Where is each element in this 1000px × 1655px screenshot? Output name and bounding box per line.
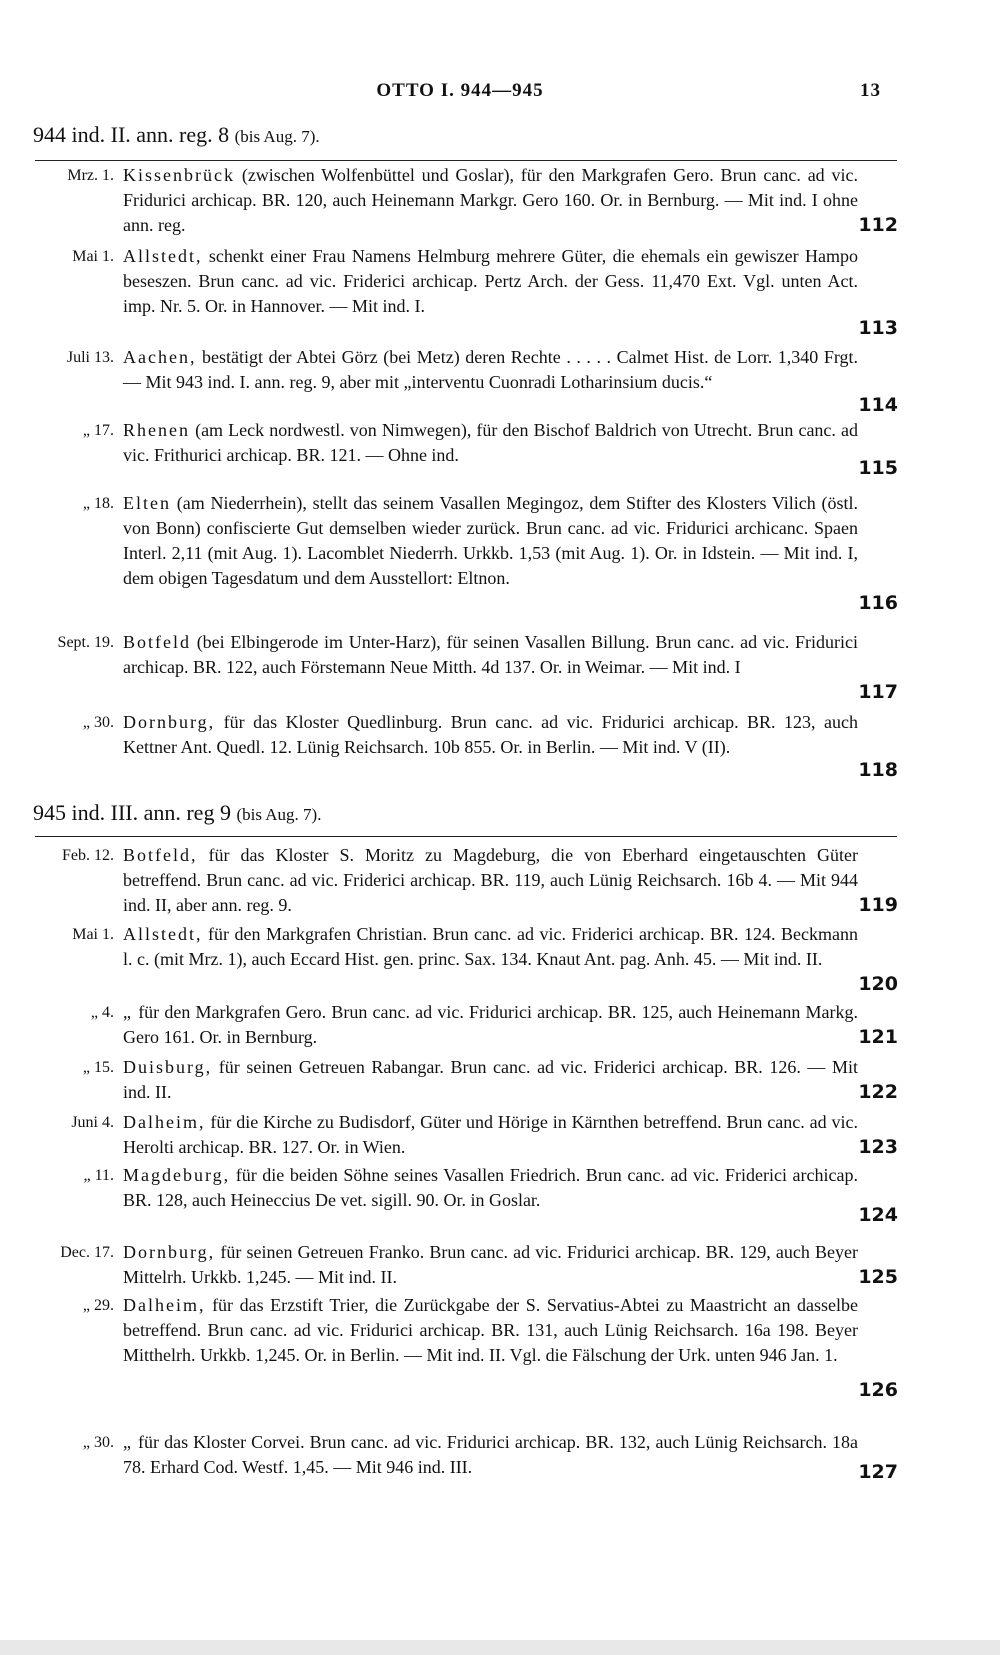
section-rule (35, 160, 897, 161)
entry-body: für seinen Getreuen Rabangar. Brun canc. ad vic. Friderici archicap. BR. 126. — Mit ind. II. (123, 1057, 859, 1102)
entry-date: Mai 1. (72, 248, 114, 265)
entry-number: 114 (858, 394, 898, 416)
entry-body: bestätigt der Abtei Görz (bei Metz) deren Rechte . . . . . Calmet Hist. de Lorr. 1,340 Frgt. — Mit 943 ind. I. ann. reg. 9, aber mit „interventu Cuonradi Lotharinsium ducis.“ (123, 347, 859, 392)
entry-place: Allstedt, (123, 246, 203, 266)
entry-place: Dalheim, (123, 1112, 206, 1132)
section-heading-note: (bis Aug. 7). (234, 127, 320, 146)
entry-text (123, 843, 858, 918)
entry-place: Duisburg, (123, 1057, 213, 1077)
entry-text (123, 630, 858, 680)
entry-date: Sept. 19. (57, 634, 114, 651)
entry-date: Dec. 17. (60, 1244, 114, 1261)
entry-text (123, 1240, 858, 1290)
entry-number: 117 (858, 681, 898, 703)
entry-number: 127 (858, 1461, 898, 1483)
entry-date: Juni 4. (71, 1114, 114, 1131)
entry-date: „ 29. (82, 1297, 114, 1314)
entry-date: „ 30. (82, 714, 114, 731)
entry-body: für das Kloster S. Moritz zu Magdeburg, die von Eberhard eingetauschten Güter betreffend. Brun canc. ad vic. Friderici archicap. BR. 119, auch Lünig Reichsarch. 16b 4. — Mit 944 ind. II, aber ann. reg. 9. (123, 845, 858, 915)
entry-number: 122 (858, 1081, 898, 1103)
entry-text (123, 1163, 858, 1213)
entry-text (123, 491, 858, 591)
entry-text (123, 710, 858, 760)
entry-place: „ (123, 1002, 133, 1022)
entry-place: Magdeburg, (123, 1165, 231, 1185)
entry-text (123, 1110, 858, 1160)
entry-date: „ 18. (82, 495, 114, 512)
entry-place: Rhenen (123, 420, 190, 440)
entry-body: (am Leck nordwestl. von Nimwegen), für den Bischof Baldrich von Utrecht. Brun canc. ad vic. Frithurici archicap. BR. 121. — Ohne ind. (123, 420, 858, 465)
entry-number: 120 (858, 973, 898, 995)
entry-number: 116 (858, 592, 898, 614)
entry-text (123, 1000, 858, 1050)
entry-place: Dornburg, (123, 1242, 216, 1262)
entry-place: Kissenbrück (123, 165, 235, 185)
entry-place: Aachen, (123, 347, 197, 367)
entry-number: 113 (858, 317, 898, 339)
entry-number: 118 (858, 759, 898, 781)
entry-date: „ 11. (83, 1167, 114, 1184)
section-heading-note: (bis Aug. 7). (236, 805, 322, 824)
entry-text (123, 922, 858, 972)
entry-date: Mai 1. (72, 926, 114, 943)
entry-place: Botfeld (123, 632, 191, 652)
running-head-title: OTTO I. 944—945 (376, 80, 544, 101)
entry-date: „ 15. (82, 1059, 114, 1076)
entry-number: 112 (858, 214, 898, 236)
entry-body: für die beiden Söhne seines Vasallen Friedrich. Brun canc. ad vic. Friderici archicap. BR. 128, auch Heineccius De vet. sigill. 90. Or. in Goslar. (123, 1165, 859, 1210)
entry-body: für seinen Getreuen Franko. Brun canc. ad vic. Fridurici archicap. BR. 129, auch Beyer Mittelrh. Urkkb. 1,245. — Mit ind. II. (123, 1242, 859, 1287)
entry-number: 121 (858, 1026, 898, 1048)
entry-text (123, 1430, 858, 1480)
entry-place: Allstedt, (123, 924, 203, 944)
section-rule (35, 836, 897, 837)
entry-text (123, 345, 858, 395)
entry-number: 126 (858, 1379, 898, 1401)
section-heading-944 (33, 122, 893, 149)
entry-text (123, 1293, 858, 1368)
entry-date: Juli 13. (66, 349, 114, 366)
entry-date: „ 17. (82, 422, 114, 439)
entry-date: „ 4. (90, 1004, 114, 1021)
entry-number: 124 (858, 1204, 898, 1226)
entry-place: Botfeld, (123, 845, 198, 865)
section-heading-text: 945 ind. III. ann. reg 9 (33, 800, 231, 825)
entry-date: Feb. 12. (62, 847, 114, 864)
entry-body: für den Markgrafen Gero. Brun canc. ad vic. Fridurici archicap. BR. 125, auch Heinemann Markg. Gero 161. Or. in Bernburg. (123, 1002, 858, 1047)
section-heading-945 (33, 800, 893, 827)
entry-body: für das Erzstift Trier, die Zurückgabe der S. Servatius-Abtei zu Maastricht an dasselbe betreffend. Brun canc. ad vic. Fridurici archicap. BR. 131, auch Lünig Reichsarch. 16a 198. Beyer Mitthelrh. Urkkb. 1,245. Or. in Berlin. — Mit ind. II. Vgl. die Fälschung der Urk. unten 946 Jan. 1. (123, 1295, 859, 1365)
entry-place: „ (123, 1432, 133, 1452)
page-number: 13 (860, 80, 881, 101)
entry-body: für den Markgrafen Christian. Brun canc. ad vic. Friderici archicap. BR. 124. Beckmann l. c. (mit Mrz. 1), auch Eccard Hist. gen. princ. Sax. 134. Knaut Ant. pag. Anh. 45. — Mit ind. II. (123, 924, 858, 969)
entry-body: (am Niederrhein), stellt das seinem Vasallen Megingoz, dem Stifter des Klosters Vilich (östl. von Bonn) confiscierte Gut demselben wieder zurück. Brun canc. ad vic. Fridurici archicanc. Spaen Interl. 2,11 (mit Aug. 1). Lacomblet Niederrh. Urkkb. 1,53 (mit Aug. 1). Or. in Idstein. — Mit ind. I, dem obigen Tagesdatum und dem Ausstellort: Eltnon. (123, 493, 859, 588)
entry-text (123, 418, 858, 468)
entry-body: für das Kloster Corvei. Brun canc. ad vic. Fridurici archicap. BR. 132, auch Lünig Reichsarch. 18a 78. Erhard Cod. Westf. 1,45. — Mit 946 ind. III. (123, 1432, 858, 1477)
entry-body: (zwischen Wolfenbüttel und Goslar), für den Markgrafen Gero. Brun canc. ad vic. Fridurici archicap. BR. 120, auch Heinemann Markgr. Gero 160. Or. in Bernburg. — Mit ind. I ohne ann. reg. (123, 165, 859, 235)
entry-number: 125 (858, 1266, 898, 1288)
entry-date: Mrz. 1. (67, 167, 114, 184)
entry-text (123, 1055, 858, 1105)
entry-text (123, 244, 858, 319)
entry-place: Dornburg, (123, 712, 216, 732)
entry-date: „ 30. (82, 1434, 114, 1451)
section-heading-text: 944 ind. II. ann. reg. 8 (33, 122, 230, 147)
entry-place: Dalheim, (123, 1295, 206, 1315)
entry-body: für die Kirche zu Budisdorf, Güter und Hörige in Kärnthen betreffend. Brun canc. ad vic. Herolti archicap. BR. 127. Or. in Wien. (123, 1112, 858, 1157)
entry-number: 115 (858, 457, 898, 479)
scan-edge (0, 1640, 1000, 1655)
entry-text (123, 163, 858, 238)
entry-body: schenkt einer Frau Namens Helmburg mehrere Güter, die ehemals ein gewiszer Hampo beseszen. Brun canc. ad vic. Friderici archicap. Pertz Arch. der Gess. 11,470 Ext. Vgl. unten Act. imp. Nr. 5. Or. in Hannover. — Mit ind. I. (123, 246, 858, 316)
entry-number: 119 (858, 894, 898, 916)
entry-body: für das Kloster Quedlinburg. Brun canc. ad vic. Fridurici archicap. BR. 123, auch Kettner Ant. Quedl. 12. Lünig Reichsarch. 10b 855. Or. in Berlin. — Mit ind. V (II). (123, 712, 859, 757)
entry-number: 123 (858, 1136, 898, 1158)
entry-place: Elten (123, 493, 171, 513)
entry-body: (bei Elbingerode im Unter-Harz), für seinen Vasallen Billung. Brun canc. ad vic. Fridurici archicap. BR. 122, auch Förstemann Neue Mitth. 4d 137. Or. in Weimar. — Mit ind. I (123, 632, 858, 677)
